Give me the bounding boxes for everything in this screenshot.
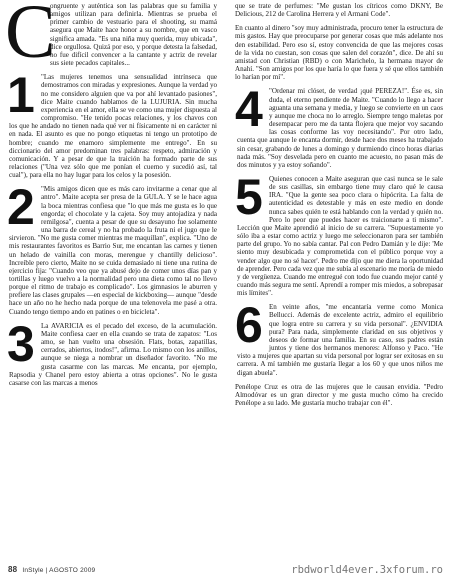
sin-number-4: 4: [235, 81, 263, 138]
sin-number-6: 6: [235, 297, 263, 354]
sin-1-lust: [7, 67, 217, 180]
sin-4-sloth: [235, 81, 443, 169]
page-number: 88: [8, 565, 18, 574]
site-watermark: rbdworld4ever.3xforum.ro: [291, 564, 443, 576]
sin-1-text: "Las mujeres tenemos una sensualidad intrínseca que demostramos con miradas y expresiones. Aunque la verdad yo no me considero alguien que va por ahí levantado pasiones", dice Maite cuando hablamos de la LUJURIA. Sin mucha experiencia en el amor, ella se ve como una mujer dispuesta al compromiso. "He tenido pocas relaciones, y los chavos con los que he andado no tienen nada qué ver ni físicamente ni en carácter ni en nada. El asunto es que no pongo etiquetas ni tengo un prototipo de hombre; cuando me enamoro simplemente me entrego". En su diccionario del amor predominan tres palabras: respeto, admiración y comunicación. Y a pesar de que la traición ha formado parte de sus relaciones ("Una vez sólo que me ponían el cuerno y sucedió así, tal cual"), para ella no hay lugar para los celos y la posesión.: [9, 73, 217, 180]
magazine-name: InStyle: [22, 567, 44, 574]
intro-paragraph: [5, 0, 217, 74]
sin-3-continued: que se trate de perfumes: "Me gustan los cítricos como DKNY, Be Delicious, 212 de Carolina Herrera y el Armani Code".: [235, 2, 443, 19]
intro-text: ongruente y auténtica son las palabras que su familia y amigos utilizan para definirla. Mientras se prueba el primer cambio de vestuario para el shooting, su mamá asegura que Maite hace honor a su nombre, que en vasco significa amada. "Es una niña muy querida, muy ubicada", dice orgullosa. Quizá por eso, y porque detesta la falsedad, no fue difícil convencer a la cantante y actriz de revelar sus siete pecados capitales...: [50, 2, 217, 68]
sin-6-penelope-text: Penélope Cruz es otra de las mujeres que le causan envidia. "Pedro Almodóvar es un gran director y me gusta mucho cómo ha crecido Penélope a su lado. Me gustaría mucho trabajar con él".: [235, 382, 443, 408]
sin-3-text: La AVARICIA es el pecado del exceso, de la acumulación. Maite confiesa caer en ella cuando se trata de zapatos: "Los amo, se han vuelto una obsesión. Flats, botas, zapatillas, cerrados, abiertos, itodos!", afirma. Lo mismo con los anillos, aunque se niega a nombrar un diseñador favorito. "No me gusta casarme con las marcas. Me encanta, por ejemplo, Rapsodia y Chanel pero estoy abierta a otras opciones". No le gusta casarse con las marcas a menos: [9, 321, 217, 387]
sin-number-5: 5: [235, 168, 263, 225]
issue-date: AGOSTO 2009: [49, 567, 96, 574]
footer-separator: |: [45, 567, 50, 574]
left-column: [7, 2, 217, 393]
sin-3-money-text: En cuanto al dinero "soy muy administrada, procuro tener la estructura de mis gastos. Hay que preocuparse por generar cosas que más adelante nos den estabilidad. Pero eso sí, estoy convencida de que las mejores cosas de la vida no cuestan, son cosas que salen del corazón", dice. De ahí su amistad con Christian (RBD) o con Marichelo, la hermana mayor de Anahí. "Son amigos por los que haría lo que fuera y sé que ellos también lo harían por mí".: [235, 24, 443, 82]
sin-3-greed: [7, 315, 217, 387]
sin-6-envy: [235, 297, 443, 377]
sin-2-gluttony: [7, 179, 217, 316]
sin-number-3: 3: [7, 315, 35, 372]
sin-5-text: Quienes conocen a Maite aseguran que casi nunca se le sale de sus casillas, sin embargo tiene muy claro qué le causa IRA. "Que la gente sea poco clara o hipócrita. La falta de autenticidad es detestable y más en este medio en donde nunca sabes quién te está hablando con la verdad y quién no. Pero lo peor que puedes hacer es traicionarte a ti mismo". Lección que Maite aprendió al inicio de su carrera. "Supuestamente yo sólo iba a estar como actriz y luego me seleccionaron para ser también parte del grupo. Yo no sabía cantar. Pal con Pedro Damián y le dije: 'Me siento muy desubicada y comprometida con el público porque voy a vender algo que no sé hacer'. Pedro me dijo que me diera la oportunidad de aprender. Pero cada vez que me subía al escenario me moría de miedo y de vergüenza. Cuando me entregué con todo fue cuando mejor canté y cuando más segura me sentí. Aprendí a romper mis miedos, a sobrepasar mis límites".: [237, 174, 443, 298]
page-footer: [8, 565, 95, 574]
sin-2-text: "Mis amigos dicen que es más caro invitarme a cenar que al antro". Maite acepta ser presa de la GULA. Y se le hace agua la boca mientras confiesa que "lo que más me gusta es lo que engorda; el chocolate y la cajeta. Soy muy antojadiza y nada remilgosa", cuenta a pesar de que su desayuno fue solamente una barra de cereal y no ha probado la fruta ni el jugo que le sirvieron. "No me gusta comer mientras me maquillan", explica. "Uno de mis restaurantes favoritos es Barrio Sur, me encantan las carnes y tienen un helado de vainilla con moras, merengue y chantilly delicioso". Increíble pero cierto, Maite no se cuida demasiado ni tiene una rutina de ejercicio fija: "Cuando veo que ya abusé dejo de comer unos días pan y tortillas y luego vuelvo a la normalidad pero una dieta como tal no llevo porque el ritmo de trabajo es complicado". Los gimnasios le aburren y prefiere las clases grupales —en especial de kickboxing— aunque "desde hace un año no he hecho nada porque de una telenovela me pasé a otra. Cuando tengo tiempo ando en patines o en bicicleta".: [9, 185, 217, 316]
drop-cap-initial: C: [5, 0, 56, 74]
sin-number-1: 1: [7, 67, 35, 124]
sin-number-2: 2: [7, 179, 35, 236]
right-column: [235, 2, 443, 413]
sin-4-text: "Ordenar mi clóset, de verdad ¡qué PEREZA!". Ése es, sin duda, el eterno pendiente de Maite. "Cuando lo llego a hacer aguanta una semana y media, y luego se convierte en un caos y aunque me choca no lo arreglo. Siempre tengo maletas por desempacar pero me da tanta flojera que mejor voy sacando las cosas conforme las voy necesitando". Por otro lado, cuenta que aunque le encanta dormir, desde hace dos meses ha trabajado sin cesar, grabando de lunes a domingo y durmiendo cinco horas diarias nada más. "Soy desvelada pero en cuanto me acuesto, no pasan más de dos minutos y ya estoy soñando".: [237, 87, 443, 169]
sin-5-wrath: [235, 168, 443, 298]
sin-6-text: En veinte años, "me encantaría verme como Monica Bellucci. Además de excelente actriz, admiro el equilibrio que logra entre su carrera y su vida personal". ¿ENVIDIA pura? Para nada, simplemente claridad en sus objetivos y deseos de formar una familia. En su caso, sus padres están juntos y tiene dos hermanos menores: Alfonso y Paco. "He visto a mujeres que apartan su vida personal por lograr ser exitosas en su carrera. A mí también me gustaría llegar a los 60 y que unos niños me digan abuela".: [237, 303, 443, 377]
